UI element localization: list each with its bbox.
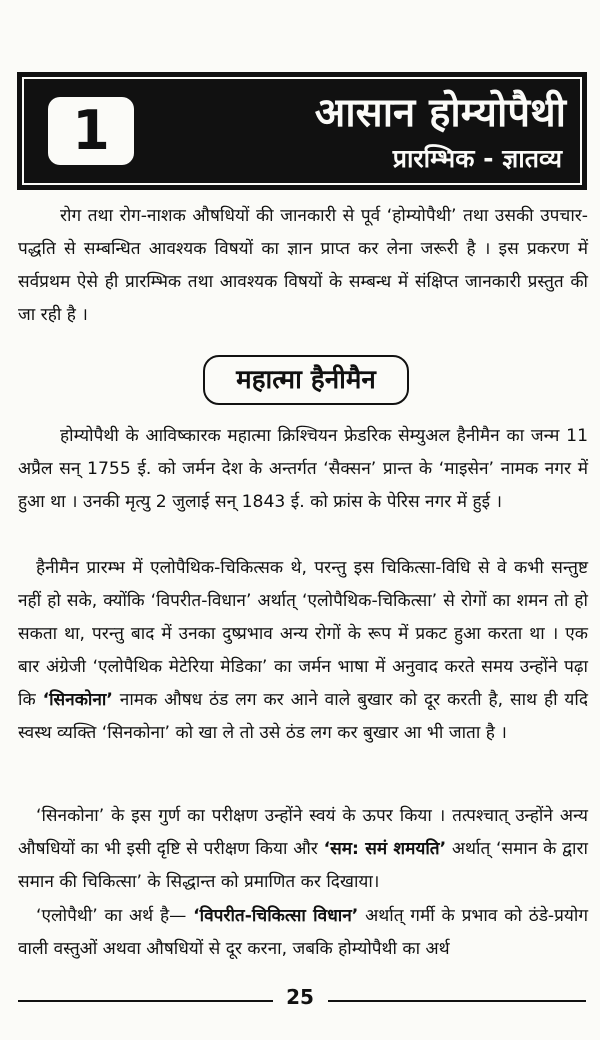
paragraph-text: नामक औषध ठंड लग कर आने वाले बुखार को दूर करती है, साथ ही यदि स्वस्थ व्यक्ति ‘सिनकोना’ को खा ले तो उसे ठंड लग कर बुखार आ भी जाता है । [18, 690, 588, 743]
chapter-number: 1 [48, 97, 134, 165]
paragraph-definition [18, 900, 588, 966]
paragraph-allopathy [18, 552, 588, 750]
chapter-header [17, 72, 587, 190]
emphasis-similia: ‘सम: समं शमयति’ [323, 839, 447, 859]
intro-paragraph: रोग तथा रोग-नाशक औषधियों की जानकारी से पूर्व ‘होम्योपैथी’ तथा उसकी उपचार-पद्धति से सम्बन्धित आवश्यक विषयों का ज्ञान प्राप्त कर लेना जरूरी है । इस प्रकरण में सर्वप्रथम ऐसे ही प्रारम्भिक तथा आवश्यक विषयों के सम्बन्ध में संक्षिप्त जानकारी प्रस्तुत की जा रही है । [18, 206, 588, 325]
section-heading: महात्मा हैनीमैन [203, 355, 409, 405]
paragraph-text: ‘एलोपैथी’ का अर्थ है— [36, 906, 194, 926]
paragraph-text: हैनीमैन प्रारम्भ में एलोपैथिक-चिकित्सक थे, परन्तु इस चिकित्सा-विधि से वे कभी सन्तुष्ट नहीं हो सके, क्योंकि ‘विपरीत-विधान’ अर्थात् ‘एलोपैथिक-चिकित्सा’ से रोगों का शमन तो हो सकता था, परन्तु बाद में उनका दुष्प्रभाव अन्य रोगों के रूप में प्रकट हुआ करता था । एक बार अंग्रेजी ‘एलोपैथिक मेटेरिया मेडिका’ का जर्मन भाषा में अनुवाद करते समय उन्होंने पढ़ा कि [18, 558, 588, 710]
emphasis-cinchona: ‘सिनकोना’ [42, 690, 113, 710]
paragraph-text: ‘सिनकोना’ के इस गुर्ण का परीक्षण उन्होंने स्वयं के ऊपर किया । तत्पश्चात् उन्होंने अन्य औषधियों का भी इसी दृष्टि से परीक्षण किया और [18, 806, 588, 859]
paragraph-birth: होम्योपैथी के आविष्कारक महात्मा क्रिश्चियन फ्रेडरिक सेम्युअल हैनीमैन का जन्म 11 अप्रैल सन् 1755 ई. को जर्मन देश के अन्तर्गत ‘सैक्सन’ प्रान्त के ‘माइसेन’ नामक नगर में हुआ था । उनकी मृत्यु 2 जुलाई सन् 1843 ई. को फ्रांस के पेरिस नगर में हुई । [18, 426, 588, 512]
paragraph-experiment [18, 800, 588, 899]
page-number: 25 [286, 985, 314, 1009]
chapter-title: आसान होम्योपैथी [314, 90, 566, 136]
emphasis-contrary: ‘विपरीत-चिकित्सा विधान’ [193, 906, 359, 926]
chapter-subtitle: प्रारम्भिक - ज्ञातव्य [392, 144, 562, 173]
paragraph-text: अर्थात् गर्मी के प्रभाव को ठंडे-प्रयोग वाली वस्तुओं अथवा औषधियों से दूर करना, जबकि होम्योपैथी का अर्थ [18, 906, 589, 959]
paragraph-text: अर्थात् ‘समान के द्वारा समान की चिकित्सा’ के सिद्धान्त को प्रमाणित कर दिखाया। [18, 839, 588, 892]
footer-rule-left [18, 1000, 273, 1002]
footer-rule-right [328, 1000, 586, 1002]
